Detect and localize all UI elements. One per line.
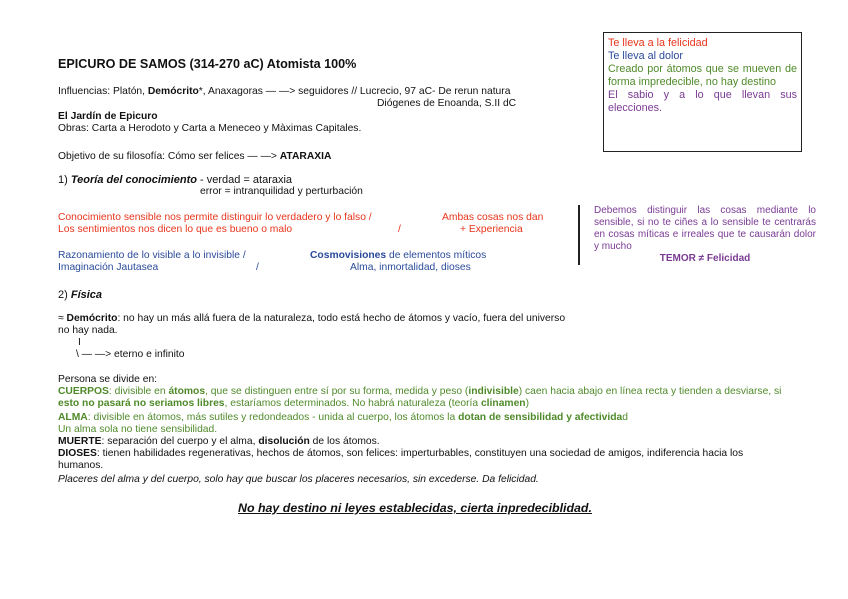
section-1-num: 1) [58, 174, 71, 186]
placeres-line: Placeres del alma y del cuerpo, solo hay que buscar los placeres necesarios, sin excederse. Da felicidad. [58, 474, 539, 485]
alma-text-a: : divisible en átomos, más sutiles y redondeados - unida al cuerpo, los átomos la [87, 412, 459, 423]
section-1-error: error = intranquilidad y perturbación [200, 186, 363, 197]
cosmovisiones-bold: Cosmovisiones [310, 250, 387, 261]
color-legend-box [603, 32, 802, 152]
alma-line [58, 412, 628, 424]
side-note-text: Debemos distinguir las cosas mediante lo sensible, si no te ciñes a lo sensible te centrarás en cosas míticas e irreales que te causarán dolor y mucho [594, 205, 816, 252]
section-2-num: 2) [58, 289, 71, 301]
objetivo-ataraxia: ATARAXIA [279, 151, 332, 162]
legend-felicidad: Te lleva a la felicidad [608, 37, 708, 49]
cosmovisiones-line [310, 250, 486, 262]
influencias-democrito: Demócrito [147, 86, 199, 97]
section-1-title: Teoría del conocimiento [70, 174, 197, 186]
democrito-bold: Demócrito [66, 313, 118, 324]
page-title: EPICURO DE SAMOS (314-270 aC) Atomista 100% [58, 57, 357, 71]
muerte-text-a: : separación del cuerpo y el alma, [101, 436, 259, 447]
cuerpos-text-b: , que se distinguen entre sí por su forma, medida y peso ( [205, 386, 469, 397]
dioses-label: DIOSES [58, 448, 97, 459]
alma-inmortalidad: Alma, inmortalidad, dioses [350, 262, 471, 273]
alma-sola: Un alma sola no tiene sensibilidad. [58, 424, 218, 435]
alma-text-d: d [622, 412, 629, 423]
cosmovisiones-rest: de elementos míticos [386, 250, 487, 261]
influencias-line [58, 86, 510, 98]
democrito-paragraph [58, 313, 578, 337]
atomos-bold: átomos [168, 386, 206, 397]
legend-atomos: Creado por átomos que se mueven de forma impredecible, no hay destino [608, 63, 797, 88]
alma-label: ALMA [58, 412, 88, 423]
muerte-label: MUERTE [58, 436, 102, 447]
no-pasara-bold: esto no pasará no seriamos libres [58, 398, 225, 409]
red-line-2: Los sentimientos nos dicen lo que es bueno o malo [58, 224, 293, 235]
section-2-title: Física [70, 289, 103, 301]
objetivo-line [58, 151, 331, 163]
side-note-temor: TEMOR ≠ Felicidad [659, 253, 751, 264]
side-note [578, 205, 816, 265]
jardin-obras: Obras: Carta a Herodoto y Carta a Meneceo y Màximas Capitales. [58, 123, 362, 134]
blue-line-2: Imaginación Jautasea [58, 262, 159, 273]
democrito-text: : no hay un más allá fuera de la naturaleza, todo está hecho de átomos y vacío, fuera del universo no hay nada. [58, 313, 566, 336]
dioses-paragraph [58, 448, 788, 472]
section-1-verdad: - verdad = ataraxia [196, 174, 293, 186]
red-right-1: Ambas cosas nos dan [442, 212, 544, 223]
red-right-2: + Experiencia [460, 224, 523, 235]
cuerpos-label: CUERPOS [58, 386, 109, 397]
influencias-rest: *, Anaxagoras — —> seguidores // Lucrecio, 97 aC- De rerun natura [198, 86, 511, 97]
clinamen-bold: clinamen [480, 398, 526, 409]
blue-line-1: Razonamiento de lo visible a lo invisible / [58, 250, 246, 261]
jardin-title: El Jardín de Epicuro [58, 111, 158, 122]
approx-symbol: ≈ [58, 313, 67, 324]
section-1-heading [58, 174, 292, 186]
influencias-prefix: Influencias: Platón, [58, 86, 148, 97]
cuerpos-text-e: ) [525, 398, 530, 409]
cuerpos-text-a: : divisible en [108, 386, 169, 397]
persona-intro: Persona se divide en: [58, 374, 158, 385]
legend-sabio: El sabio y a lo que llevan sus elecciones. [608, 89, 797, 114]
indivisible-bold: indivisible [468, 386, 519, 397]
vertical-bar: I [78, 337, 81, 348]
dioses-text: : tienen habilidades regenerativas, hechos de átomos, son felices: imperturbables, constituyen una sociedad de amigos, indiferencia hacia los humanos. [58, 448, 744, 471]
cuerpos-paragraph [58, 386, 788, 410]
dotan-bold: dotan de sensibilidad y afectivida [458, 412, 623, 423]
disolucion-bold: disolución [258, 436, 310, 447]
muerte-text-b: de los átomos. [309, 436, 380, 447]
muerte-line [58, 436, 380, 448]
red-line-1: Conocimiento sensible nos permite distinguir lo verdadero y lo falso / [58, 212, 372, 223]
influencias-line-2: Diógenes de Enoanda, S.II dC [377, 98, 517, 109]
eterno-line: \ — —> eterno e infinito [76, 349, 185, 360]
blue-slash: / [256, 262, 259, 273]
objetivo-text: Objetivo de su filosofía: Cómo ser felices — —> [58, 151, 280, 162]
cuerpos-text-c: ) caen hacia abajo en línea recta y tienden a desviarse, si [518, 386, 782, 397]
red-slash: / [398, 224, 401, 235]
section-2-heading [58, 289, 102, 301]
conclusion: No hay destino ni leyes establecidas, cierta inpredeciblidad. [238, 501, 592, 515]
legend-dolor: Te lleva al dolor [608, 50, 684, 62]
cuerpos-text-d: , estaríamos determinados. No habrá naturaleza (teoría [224, 398, 481, 409]
